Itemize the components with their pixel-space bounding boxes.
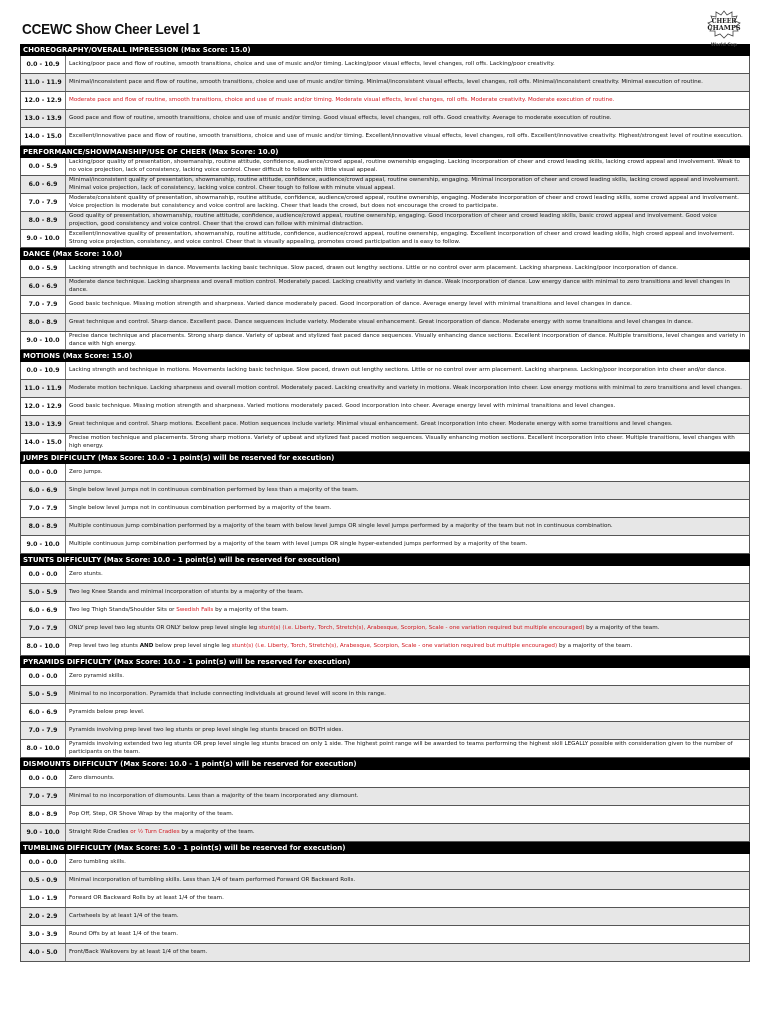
- description-body: Moderate dance technique. Lacking sharpness and overall motion control. Moderately paced. Lacking creativity and variety in dance. Weak incorporation of dance. Low energy dance with minimal to zero transitions and level changes in dance.: [69, 279, 730, 293]
- score-range: 6.0 - 6.9: [21, 176, 66, 193]
- score-description: [66, 230, 749, 247]
- score-range: 11.0 - 11.9: [21, 74, 66, 91]
- score-description: [66, 740, 749, 757]
- description-body: Good pace and flow of routine, smooth transitions, choice and use of music and/or timing. Good visual effects, level changes, roll offs. Good creativity. Average to moderate execution of routine.: [69, 114, 612, 121]
- score-row: [20, 398, 750, 416]
- score-description: [66, 536, 749, 553]
- score-row: [20, 128, 750, 146]
- score-section: [20, 452, 750, 554]
- score-range: 6.0 - 6.9: [21, 602, 66, 619]
- score-range: 9.0 - 10.0: [21, 230, 66, 247]
- score-row: [20, 740, 750, 758]
- description-body: Pop Off, Step, OR Shove Wrap by the majority of the team.: [69, 810, 234, 817]
- score-range: 7.0 - 7.9: [21, 788, 66, 805]
- description-body: Zero pyramid skills.: [69, 672, 125, 679]
- description-text: [69, 385, 742, 392]
- score-range: 12.0 - 12.9: [21, 92, 66, 109]
- score-range: 8.0 - 8.9: [21, 314, 66, 331]
- score-description: [66, 362, 749, 379]
- description-text: [69, 541, 527, 548]
- description-text: [69, 829, 255, 836]
- description-text: [69, 213, 746, 228]
- score-row: [20, 926, 750, 944]
- description-text: [69, 895, 224, 902]
- section-heading: DISMOUNTS DIFFICULTY (Max Score: 10.0 - 1 point(s) will be reserved for execution): [20, 758, 750, 770]
- description-body: Forward OR Backward Rolls by at least 1/4 of the team.: [69, 894, 224, 901]
- description-text: [69, 333, 746, 348]
- description-text: [69, 811, 234, 818]
- description-text: [69, 949, 207, 956]
- description-bold-part: AND: [139, 642, 154, 649]
- score-range: 7.0 - 7.9: [21, 620, 66, 637]
- score-description: [66, 464, 749, 481]
- score-description: [66, 686, 749, 703]
- score-description: [66, 944, 749, 961]
- score-section: [20, 656, 750, 758]
- score-range: 14.0 - 15.0: [21, 128, 66, 145]
- score-row: [20, 434, 750, 452]
- score-description: [66, 890, 749, 907]
- score-section: [20, 842, 750, 962]
- score-range: 0.0 - 5.9: [21, 260, 66, 277]
- score-range: 0.0 - 0.0: [21, 854, 66, 871]
- score-range: 7.0 - 7.9: [21, 296, 66, 313]
- description-text: [69, 61, 555, 68]
- description-text: [69, 793, 358, 800]
- description-pre: ONLY prep level two leg stunts OR ONLY below prep level single leg: [69, 624, 259, 631]
- score-row: [20, 158, 750, 176]
- description-text: [69, 913, 179, 920]
- section-rows: [20, 770, 750, 842]
- score-row: [20, 500, 750, 518]
- score-range: 9.0 - 10.0: [21, 824, 66, 841]
- score-description: [66, 212, 749, 229]
- description-mid: below prep level single leg: [153, 642, 232, 649]
- score-description: [66, 908, 749, 925]
- section-rows: [20, 464, 750, 554]
- score-row: [20, 566, 750, 584]
- description-text: [69, 97, 614, 104]
- logo-line1: CHEER: [711, 18, 737, 25]
- section-heading: PYRAMIDS DIFFICULTY (Max Score: 10.0 - 1 point(s) will be reserved for execution): [20, 656, 750, 668]
- page-title: CCEWC Show Cheer Level 1: [22, 21, 200, 38]
- score-description: [66, 416, 749, 433]
- description-text: [69, 421, 673, 428]
- score-row: [20, 686, 750, 704]
- description-text: [69, 931, 178, 938]
- section-rows: [20, 158, 750, 248]
- score-sections: [20, 44, 750, 962]
- description-text: [69, 571, 103, 578]
- score-range: 3.0 - 3.9: [21, 926, 66, 943]
- score-row: [20, 704, 750, 722]
- description-body: Minimal to no incorporation of dismounts. Less than a majority of the team incorporated any dismount.: [69, 792, 359, 799]
- score-range: 9.0 - 10.0: [21, 536, 66, 553]
- score-row: [20, 722, 750, 740]
- score-row: [20, 638, 750, 656]
- score-row: [20, 584, 750, 602]
- description-text: [69, 607, 288, 614]
- score-range: 14.0 - 15.0: [21, 434, 66, 451]
- score-range: 0.0 - 0.0: [21, 770, 66, 787]
- section-heading: PERFORMANCE/SHOWMANSHIP/USE OF CHEER (Max Score: 10.0): [20, 146, 750, 158]
- description-body: Front/Back Walkovers by at least 1/4 of the team.: [69, 948, 208, 955]
- description-body: Precise dance technique and placements. Strong sharp dance. Variety of upbeat and stylized fast paced dance sequences. Visually enhancing dance sections. Excellent incorporation of dance. Multiple transitions, level changes and variety in dance with high energy.: [69, 333, 746, 347]
- description-body: Moderate motion technique. Lacking sharpness and overall motion control. Moderately paced. Lacking creativity and variety in motions. Weak incorporation into cheer. Low energy motions with minimal to zero transitions and level changes.: [69, 384, 742, 391]
- description-body: Zero tumbling skills.: [69, 858, 126, 865]
- score-range: 0.0 - 10.9: [21, 362, 66, 379]
- score-description: [66, 788, 749, 805]
- score-range: 8.0 - 8.9: [21, 806, 66, 823]
- score-description: [66, 926, 749, 943]
- description-text: [69, 133, 743, 140]
- description-body: Excellent/innovative pace and flow of routine, smooth transitions, choice and use of music and/or timing. Excellent/innovative visual effects, level changes, roll offs. Excellent/innovative creativity. Highest/strongest level of routine execution.: [69, 132, 743, 139]
- score-row: [20, 602, 750, 620]
- section-rows: [20, 566, 750, 656]
- score-description: [66, 260, 749, 277]
- description-body: Great technique and control. Sharp motions. Excellent pace. Motion sequences include variety. Minimal visual enhancement. Great incorporation into cheer. Moderate energy with some transitions and level changes.: [69, 420, 673, 427]
- description-text: [69, 231, 746, 246]
- score-description: [66, 92, 749, 109]
- section-heading: MOTIONS (Max Score: 15.0): [20, 350, 750, 362]
- description-red-part: stunt(s) (i.e. Liberty, Torch, Stretch(s), Arabesque, Scorpion, Scale - one variation required but multiple encouraged): [231, 642, 558, 649]
- description-text: [69, 859, 126, 866]
- description-red-part: or ½ Turn Cradles: [130, 828, 180, 835]
- score-row: [20, 332, 750, 350]
- description-text: [69, 115, 611, 122]
- score-description: [66, 278, 749, 295]
- score-row: [20, 668, 750, 686]
- description-body: Lacking strength and technique in motions. Movements lacking basic technique. Slow paced, drawn out lengthy sections. Little or no control over arm placement. Lacking sharpness. Lacking/poor incorporation into cheer and/or dance.: [69, 366, 727, 373]
- description-body: Lacking/poor pace and flow of routine, smooth transitions, choice and use of music and/or timing. Lacking/poor visual effects, level changes, roll offs. Lacking/poor creativity.: [69, 60, 555, 67]
- score-range: 7.0 - 7.9: [21, 500, 66, 517]
- description-text: [69, 195, 746, 210]
- section-heading: DANCE (Max Score: 10.0): [20, 248, 750, 260]
- score-range: 8.0 - 10.0: [21, 740, 66, 757]
- score-range: 8.0 - 8.9: [21, 518, 66, 535]
- section-rows: [20, 362, 750, 452]
- description-body: Lacking/poor quality of presentation, showmanship, routine attitude, confidence, audience/crowd appeal, routine ownership engaging. Lacking incorporation of cheer and crowd leading skills, lacking crowd appeal and involvement. Weak to no voice projection, lack of consistency, lacking voice control. Cheer difficult to follow with little visual appeal.: [69, 159, 741, 173]
- score-range: 0.0 - 10.9: [21, 56, 66, 73]
- score-row: [20, 314, 750, 332]
- score-description: [66, 128, 749, 145]
- score-description: [66, 722, 749, 739]
- description-text: [69, 469, 102, 476]
- description-body: Round Offs by at least 1/4 of the team.: [69, 930, 178, 937]
- section-heading: JUMPS DIFFICULTY (Max Score: 10.0 - 1 point(s) will be reserved for execution): [20, 452, 750, 464]
- score-range: 9.0 - 10.0: [21, 332, 66, 349]
- section-rows: [20, 260, 750, 350]
- score-description: [66, 500, 749, 517]
- description-body: Minimal to no incorporation. Pyramids that include connecting individuals at ground level will score in this range.: [69, 690, 386, 697]
- description-body: Great technique and control. Sharp dance. Excellent pace. Dance sequences include variety. Moderate visual enhancement. Great incorporation of dance. Moderate energy with some transitions and level changes in dance.: [69, 318, 693, 325]
- score-description: [66, 296, 749, 313]
- score-description: [66, 332, 749, 349]
- description-body: Lacking strength and technique in dance. Movements lacking basic technique. Slow paced, drawn out lengthy sections. Little or no control over arm placement. Lacking sharpness. Lacking/poor incorporation of dance.: [69, 264, 678, 271]
- score-range: 6.0 - 6.9: [21, 482, 66, 499]
- score-description: [66, 704, 749, 721]
- description-text: [69, 403, 615, 410]
- score-description: [66, 806, 749, 823]
- score-row: [20, 806, 750, 824]
- score-row: [20, 278, 750, 296]
- description-text: [69, 177, 746, 192]
- score-description: [66, 872, 749, 889]
- description-text: [69, 505, 331, 512]
- score-row: [20, 536, 750, 554]
- description-body: Single below level jumps not in continuous combination performed by less than a majority of the team.: [69, 486, 359, 493]
- description-body: Good basic technique. Missing motion strength and sharpness. Varied motions moderately paced. Good incorporation into cheer. Average energy level with minimal transitions and level changes.: [69, 402, 616, 409]
- score-description: [66, 854, 749, 871]
- score-section: [20, 758, 750, 842]
- description-body: Good basic technique. Missing motion strength and sharpness. Varied dance moderately paced. Good incorporation of dance. Average energy level with minimal transitions and level changes in dance.: [69, 300, 632, 307]
- score-range: 6.0 - 6.9: [21, 704, 66, 721]
- description-text: [69, 319, 693, 326]
- score-row: [20, 788, 750, 806]
- description-body: Multiple continuous jump combination performed by a majority of the team with below level jumps OR single level jumps performed by a majority of the team but not in continuous combination.: [69, 522, 613, 529]
- description-pre: Prep level two leg stunts: [69, 642, 140, 649]
- score-description: [66, 314, 749, 331]
- description-post: by a majority of the team.: [179, 828, 255, 835]
- description-text: [69, 523, 613, 530]
- description-body: Multiple continuous jump combination performed by a majority of the team with level jumps OR single hyper-extended jumps performed by a majority of the team.: [69, 540, 528, 547]
- score-row: [20, 872, 750, 890]
- score-range: 13.0 - 13.9: [21, 416, 66, 433]
- section-heading: TUMBLING DIFFICULTY (Max Score: 5.0 - 1 point(s) will be reserved for execution): [20, 842, 750, 854]
- logo-line3: World Cup: [710, 43, 738, 48]
- section-heading: STUNTS DIFFICULTY (Max Score: 10.0 - 1 point(s) will be reserved for execution): [20, 554, 750, 566]
- description-body: Cartwheels by at least 1/4 of the team.: [69, 912, 179, 919]
- score-range: 8.0 - 8.9: [21, 212, 66, 229]
- description-text: [69, 709, 145, 716]
- score-row: [20, 74, 750, 92]
- description-text: [69, 589, 304, 596]
- score-description: [66, 824, 749, 841]
- score-section: [20, 146, 750, 248]
- score-range: 0.0 - 0.0: [21, 464, 66, 481]
- description-text: [69, 367, 726, 374]
- description-text: [69, 265, 678, 272]
- description-text: [69, 625, 659, 632]
- score-range: 12.0 - 12.9: [21, 398, 66, 415]
- score-description: [66, 620, 749, 637]
- description-body: Zero stunts.: [69, 570, 103, 577]
- score-description: [66, 518, 749, 535]
- section-heading: CHOREOGRAPHY/OVERALL IMPRESSION (Max Score: 15.0): [20, 44, 750, 56]
- score-description: [66, 380, 749, 397]
- description-text: [69, 301, 632, 308]
- description-body: Single below level jumps not in continuous combination performed by a majority of the team.: [69, 504, 332, 511]
- score-row: [20, 296, 750, 314]
- score-description: [66, 110, 749, 127]
- score-description: [66, 74, 749, 91]
- score-description: [66, 398, 749, 415]
- score-sheet: [20, 18, 750, 962]
- score-row: [20, 92, 750, 110]
- description-body: Zero dismounts.: [69, 774, 115, 781]
- description-body: Zero jumps.: [69, 468, 103, 475]
- description-body: Moderate pace and flow of routine, smooth transitions, choice and use of music and/or timing. Moderate visual effects, level changes, roll offs. Moderate creativity. Moderate execution of routine.: [69, 96, 615, 103]
- score-range: 5.0 - 5.9: [21, 584, 66, 601]
- description-body: Good quality of presentation, showmanship, routine attitude, confidence, audience/crowd appeal, routine ownership, engaging. Good incorporation of cheer and crowd leading skills, basic crowd appeal and involvement. Good voice projection, good consistency and voice control. Cheer that the crowd can follow with minimal distraction.: [69, 213, 717, 227]
- description-text: [69, 159, 746, 174]
- score-row: [20, 194, 750, 212]
- score-range: 8.0 - 10.0: [21, 638, 66, 655]
- score-range: 7.0 - 7.9: [21, 194, 66, 211]
- description-text: [69, 775, 115, 782]
- score-description: [66, 482, 749, 499]
- score-row: [20, 56, 750, 74]
- logo-line2: CHAMPS: [707, 24, 741, 32]
- description-text: [69, 435, 746, 450]
- score-description: [66, 434, 749, 451]
- score-range: 0.0 - 5.9: [21, 158, 66, 175]
- score-section: [20, 44, 750, 146]
- score-description: [66, 194, 749, 211]
- score-description: [66, 566, 749, 583]
- description-pre: Two leg Thigh Stands/Shoulder Sits or: [69, 606, 177, 613]
- score-row: [20, 380, 750, 398]
- cheer-champs-logo-icon: [702, 8, 746, 52]
- score-description: [66, 668, 749, 685]
- score-row: [20, 464, 750, 482]
- description-body: Minimal/inconsistent pace and flow of routine, smooth transitions, choice and use of music and/or timing. Minimal/inconsistent visual effects, level changes, roll offs. Minimal/inconsistent creativity. Minimal execution of routine.: [69, 78, 703, 85]
- description-body: Minimal/inconsistent quality of presentation, showmanship, routine attitude, confidence, audience/crowd appeal, routine ownership, engaging. Minimal incorporation of cheer and crowd leading skills, lacking crowd appeal and involvement. Minimal voice projection, lack of consistency, lacking voice control. Cheer tough to follow with minute visual appeal.: [69, 177, 740, 191]
- description-red-part: Swedish Falls: [176, 606, 214, 613]
- description-text: [69, 643, 632, 650]
- score-range: 1.0 - 1.9: [21, 890, 66, 907]
- score-range: 0.0 - 0.0: [21, 566, 66, 583]
- score-row: [20, 110, 750, 128]
- score-range: 0.0 - 0.0: [21, 668, 66, 685]
- description-text: [69, 727, 343, 734]
- score-row: [20, 518, 750, 536]
- description-text: [69, 79, 703, 86]
- score-section: [20, 350, 750, 452]
- description-red-part: stunt(s) (i.e. Liberty, Torch, Stretch(s), Arabesque, Scorpion, Scale - one variation required but multiple encouraged): [258, 624, 585, 631]
- score-section: [20, 554, 750, 656]
- score-range: 4.0 - 5.0: [21, 944, 66, 961]
- score-row: [20, 908, 750, 926]
- score-range: 0.5 - 0.9: [21, 872, 66, 889]
- section-rows: [20, 56, 750, 146]
- description-text: [69, 487, 359, 494]
- score-row: [20, 770, 750, 788]
- description-body: Excellent/innovative quality of presentation, showmanship, routine attitude, confidence, audience/crowd appeal, routine ownership, engaging. Excellent incorporation of cheer and crowd leading skills, high crowd appeal and involvement. Strong voice projection, consistency, and voice control. Cheer that is visually appealing, promotes crowd participation and is easy to follow.: [69, 231, 735, 245]
- score-row: [20, 260, 750, 278]
- description-body: Pyramids involving extended two leg stunts OR prep level single leg stunts braced on only 1 side. The highest point range will be awarded to teams performing the highest skill LEGALLY possible with consideration given to the number of participants on the team.: [69, 741, 733, 755]
- score-description: [66, 770, 749, 787]
- score-row: [20, 176, 750, 194]
- description-text: [69, 691, 386, 698]
- score-range: 13.0 - 13.9: [21, 110, 66, 127]
- score-description: [66, 56, 749, 73]
- description-body: Minimal incorporation of tumbling skills. Less than 1/4 of team performed Forward OR Backward Rolls.: [69, 876, 356, 883]
- score-row: [20, 854, 750, 872]
- description-text: [69, 741, 746, 756]
- score-description: [66, 176, 749, 193]
- section-rows: [20, 668, 750, 758]
- description-text: [69, 279, 746, 294]
- description-post: by a majority of the team.: [584, 624, 660, 631]
- description-post: by a majority of the team.: [557, 642, 633, 649]
- score-range: 6.0 - 6.9: [21, 278, 66, 295]
- description-pre: Straight Ride Cradles: [69, 828, 131, 835]
- score-range: 2.0 - 2.9: [21, 908, 66, 925]
- score-row: [20, 824, 750, 842]
- score-row: [20, 212, 750, 230]
- score-row: [20, 620, 750, 638]
- section-rows: [20, 854, 750, 962]
- description-body: Two leg Knee Stands and minimal incorporation of stunts by a majority of the team.: [69, 588, 304, 595]
- score-row: [20, 890, 750, 908]
- description-body: Pyramids below prep level.: [69, 708, 145, 715]
- score-description: [66, 638, 749, 655]
- score-row: [20, 362, 750, 380]
- score-range: 7.0 - 7.9: [21, 722, 66, 739]
- description-body: Moderate/consistent quality of presentation, showmanship, routine attitude, confidence, audience/crowd appeal, routine ownership, engaging. Moderate incorporation of cheer and crowd leading skills, some crowd appeal and involvement. Voice projection is moderate but consistency and voice control are lacking. Cheer that leads the crowd, but does not encourage the crowd to participate.: [69, 195, 739, 209]
- description-post: by a majority of the team.: [213, 606, 289, 613]
- description-text: [69, 877, 355, 884]
- score-description: [66, 584, 749, 601]
- score-description: [66, 602, 749, 619]
- score-description: [66, 158, 749, 175]
- description-body: Precise motion technique and placements. Strong sharp motions. Variety of upbeat and stylized fast paced motion sequences. Visually enhancing motion sections. Excellent incorporation into cheer. Multiple transitions, level changes with high energy.: [69, 435, 735, 449]
- score-section: [20, 248, 750, 350]
- score-row: [20, 416, 750, 434]
- score-range: 5.0 - 5.9: [21, 686, 66, 703]
- score-row: [20, 230, 750, 248]
- description-text: [69, 673, 124, 680]
- description-body: Pyramids involving prep level two leg stunts or prep level single leg stunts braced on BOTH sides.: [69, 726, 344, 733]
- score-row: [20, 482, 750, 500]
- score-row: [20, 944, 750, 962]
- score-range: 11.0 - 11.9: [21, 380, 66, 397]
